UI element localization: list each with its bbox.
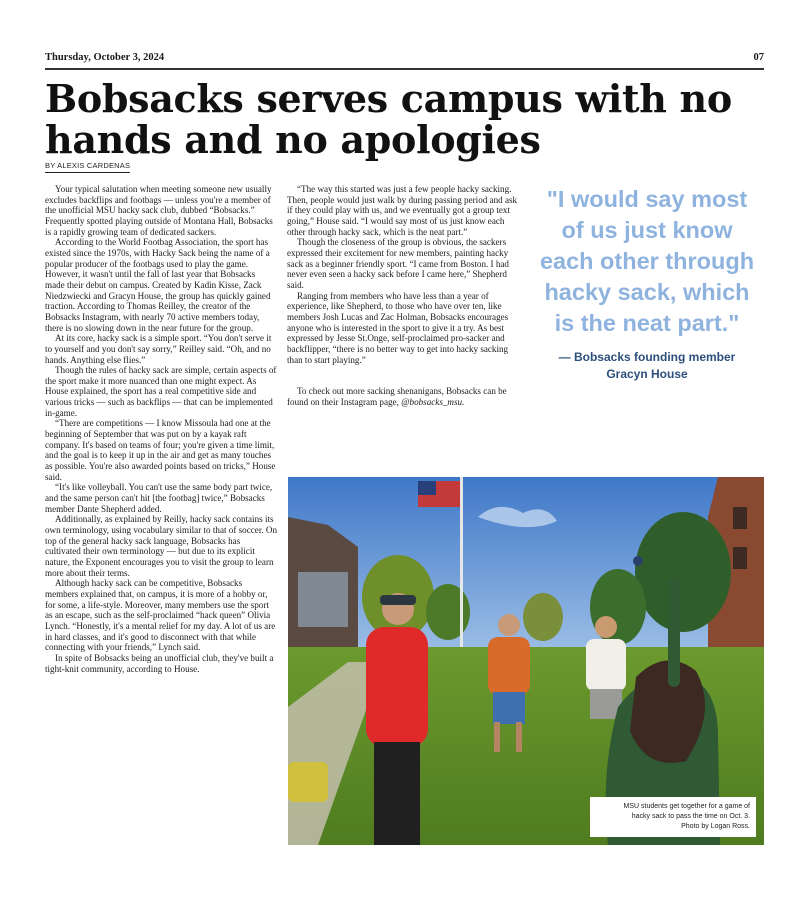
flag-canton — [418, 481, 436, 495]
paragraph: Your typical salutation when meeting someone new usually excludes backflips and footbags — unless you're a member of the unofficial MSU hacky sack club, dubbed “Bobsacks.” Frequently spotted playing outside of Montana Hall, Bobsacks is a rapidly growing team of dedicated sackers. — [45, 184, 273, 237]
closing-paragraph — [287, 386, 523, 407]
paragraph-gap — [287, 365, 523, 376]
building-window — [733, 547, 747, 569]
closing-text: To check out more sacking shenanigans, Bobsacks can be found on their Instagram page, — [287, 386, 507, 408]
paragraph-gap — [287, 376, 523, 387]
hacky-sack-group-photo — [288, 477, 764, 845]
instagram-handle: @bobsacks_msu. — [401, 397, 465, 408]
headline: Bobsacks serves campus with no hands and no apologies — [45, 76, 732, 162]
paragraph: “It's like volleyball. You can't use the same body part twice, and the same person can't hit [the footbag] twice,” Bobsacks member Dante Shepherd added. — [45, 482, 273, 514]
article-column-1 — [45, 184, 277, 674]
photo-caption — [590, 797, 756, 837]
paragraph: Additionally, as explained by Reilly, hacky sack contains its own terminology, using vocabulary similar to that of soccer. On top of the general hacky sack language, Bobsacks has cultivated their own terminology — but due to its explicit nature, the Exponent encourages you to visit the group to learn more about their terms. — [45, 514, 278, 578]
paragraph: At its core, hacky sack is a simple sport. “You don't serve it to yourself and you don't say sorry,” Reilley said. “Oh, and no hands. Anything else flies.” — [45, 333, 272, 365]
paragraph: Ranging from members who have less than a year of experience, like Shepherd, to those who have over ten, like members Josh Lucas and Zac Holman, Bobsacks encourages anyone who is interested in the sport to give it a try. As best expressed by Jesse St.Onge, self-proclaimed pro-sacker and backflipper, “there is no better way to get into hacky sacking than to start playing.” — [287, 290, 509, 365]
paragraph: In spite of Bobsacks being an unofficial club, they've built a tight-knit community, according to House. — [45, 652, 274, 674]
pull-quote — [538, 184, 756, 383]
paragraph: Although hacky sack can be competitive, Bobsacks members explained that, on campus, it is more of a hobby or, for some, a life-style. Moreover, many members use the sport as an escape, such as the self-proclaimed “hack queen” Olivia Lynch. “Honestly, it's a mental relief for my day. A lot of us are in hard classes, and it's good to disconnect with that while connecting with your friends,” Lynch said. — [45, 578, 276, 653]
header-rule — [45, 68, 764, 70]
tree — [635, 512, 731, 632]
hacky-sack — [633, 556, 643, 566]
building-window — [733, 507, 747, 529]
byline: BY ALEXIS CARDENAS — [45, 161, 130, 173]
photo-credit: Photo by Logan Ross. — [681, 823, 750, 830]
tree — [426, 584, 470, 640]
player-red-shirt — [366, 593, 428, 845]
paragraph: Though the closeness of the group is obvious, the sackers expressed their excitement for new members, painting hacky sack as a beginner friendly sport. “I came from Boston. I had never even seen a hacky sack before I came here,” Shepherd said. — [287, 237, 509, 290]
issue-date: Thursday, October 3, 2024 — [45, 52, 165, 63]
attribution-name: Gracyn House — [606, 367, 688, 381]
paragraph: “There are competitions — I know Missoula had one at the beginning of September that was put on by a kayak raft company. It's based on teams of four; you're given a time limit, and the goal is to keep it up in the air and get as many touches as possible. You're also awarded points based on tricks,” House said. — [45, 418, 276, 482]
paragraph: Though the rules of hacky sack are simple, certain aspects of the sport make it more nuanced than one might expect. As House explained, the sport has a real competitive side and various tricks — such as backflips — that can be implemented in-game. — [45, 365, 277, 418]
pull-quote-attribution — [538, 349, 756, 383]
bag — [288, 762, 328, 802]
article-column-2 — [287, 184, 523, 408]
tree — [523, 593, 563, 641]
paragraph: “The way this started was just a few people hacky sacking. Then, people would just walk by during passing period and ask if they could play with us, and we eventually got a group text going,” House said. “I would say most of us just know each other through hacky sack, which is the neat part.” — [287, 184, 518, 237]
flagpole — [460, 477, 463, 652]
attribution-role: — Bobsacks founding member — [558, 350, 736, 364]
caption-line: MSU students get together for a game of — [623, 803, 750, 810]
building-windows — [298, 572, 348, 627]
article-photo — [288, 477, 764, 845]
pull-quote-text: "I would say most of us just know each other through hacky sack, which is the neat part." — [539, 186, 755, 336]
page-header — [45, 52, 764, 66]
paragraph: According to the World Footbag Association, the sport has existed since the 1970s, with Hacky Sack being the name of a popular producer of the footbags used to play the game. However, it wasn't until the fall of last year that Bobsacks made their debut on campus. Created by Kadin Kisse, Zack Niedzwiecki and Gracyn House, the group has quickly gained traction. According to Thomas Reilley, the creator of the Bobsacks Instagram, with nearly 70 active members today, there is no slowing down in the near future for the group. — [45, 237, 271, 333]
caption-line: hacky sack to pass the time on Oct. 3. — [631, 813, 750, 820]
page-number: 07 — [753, 52, 764, 63]
